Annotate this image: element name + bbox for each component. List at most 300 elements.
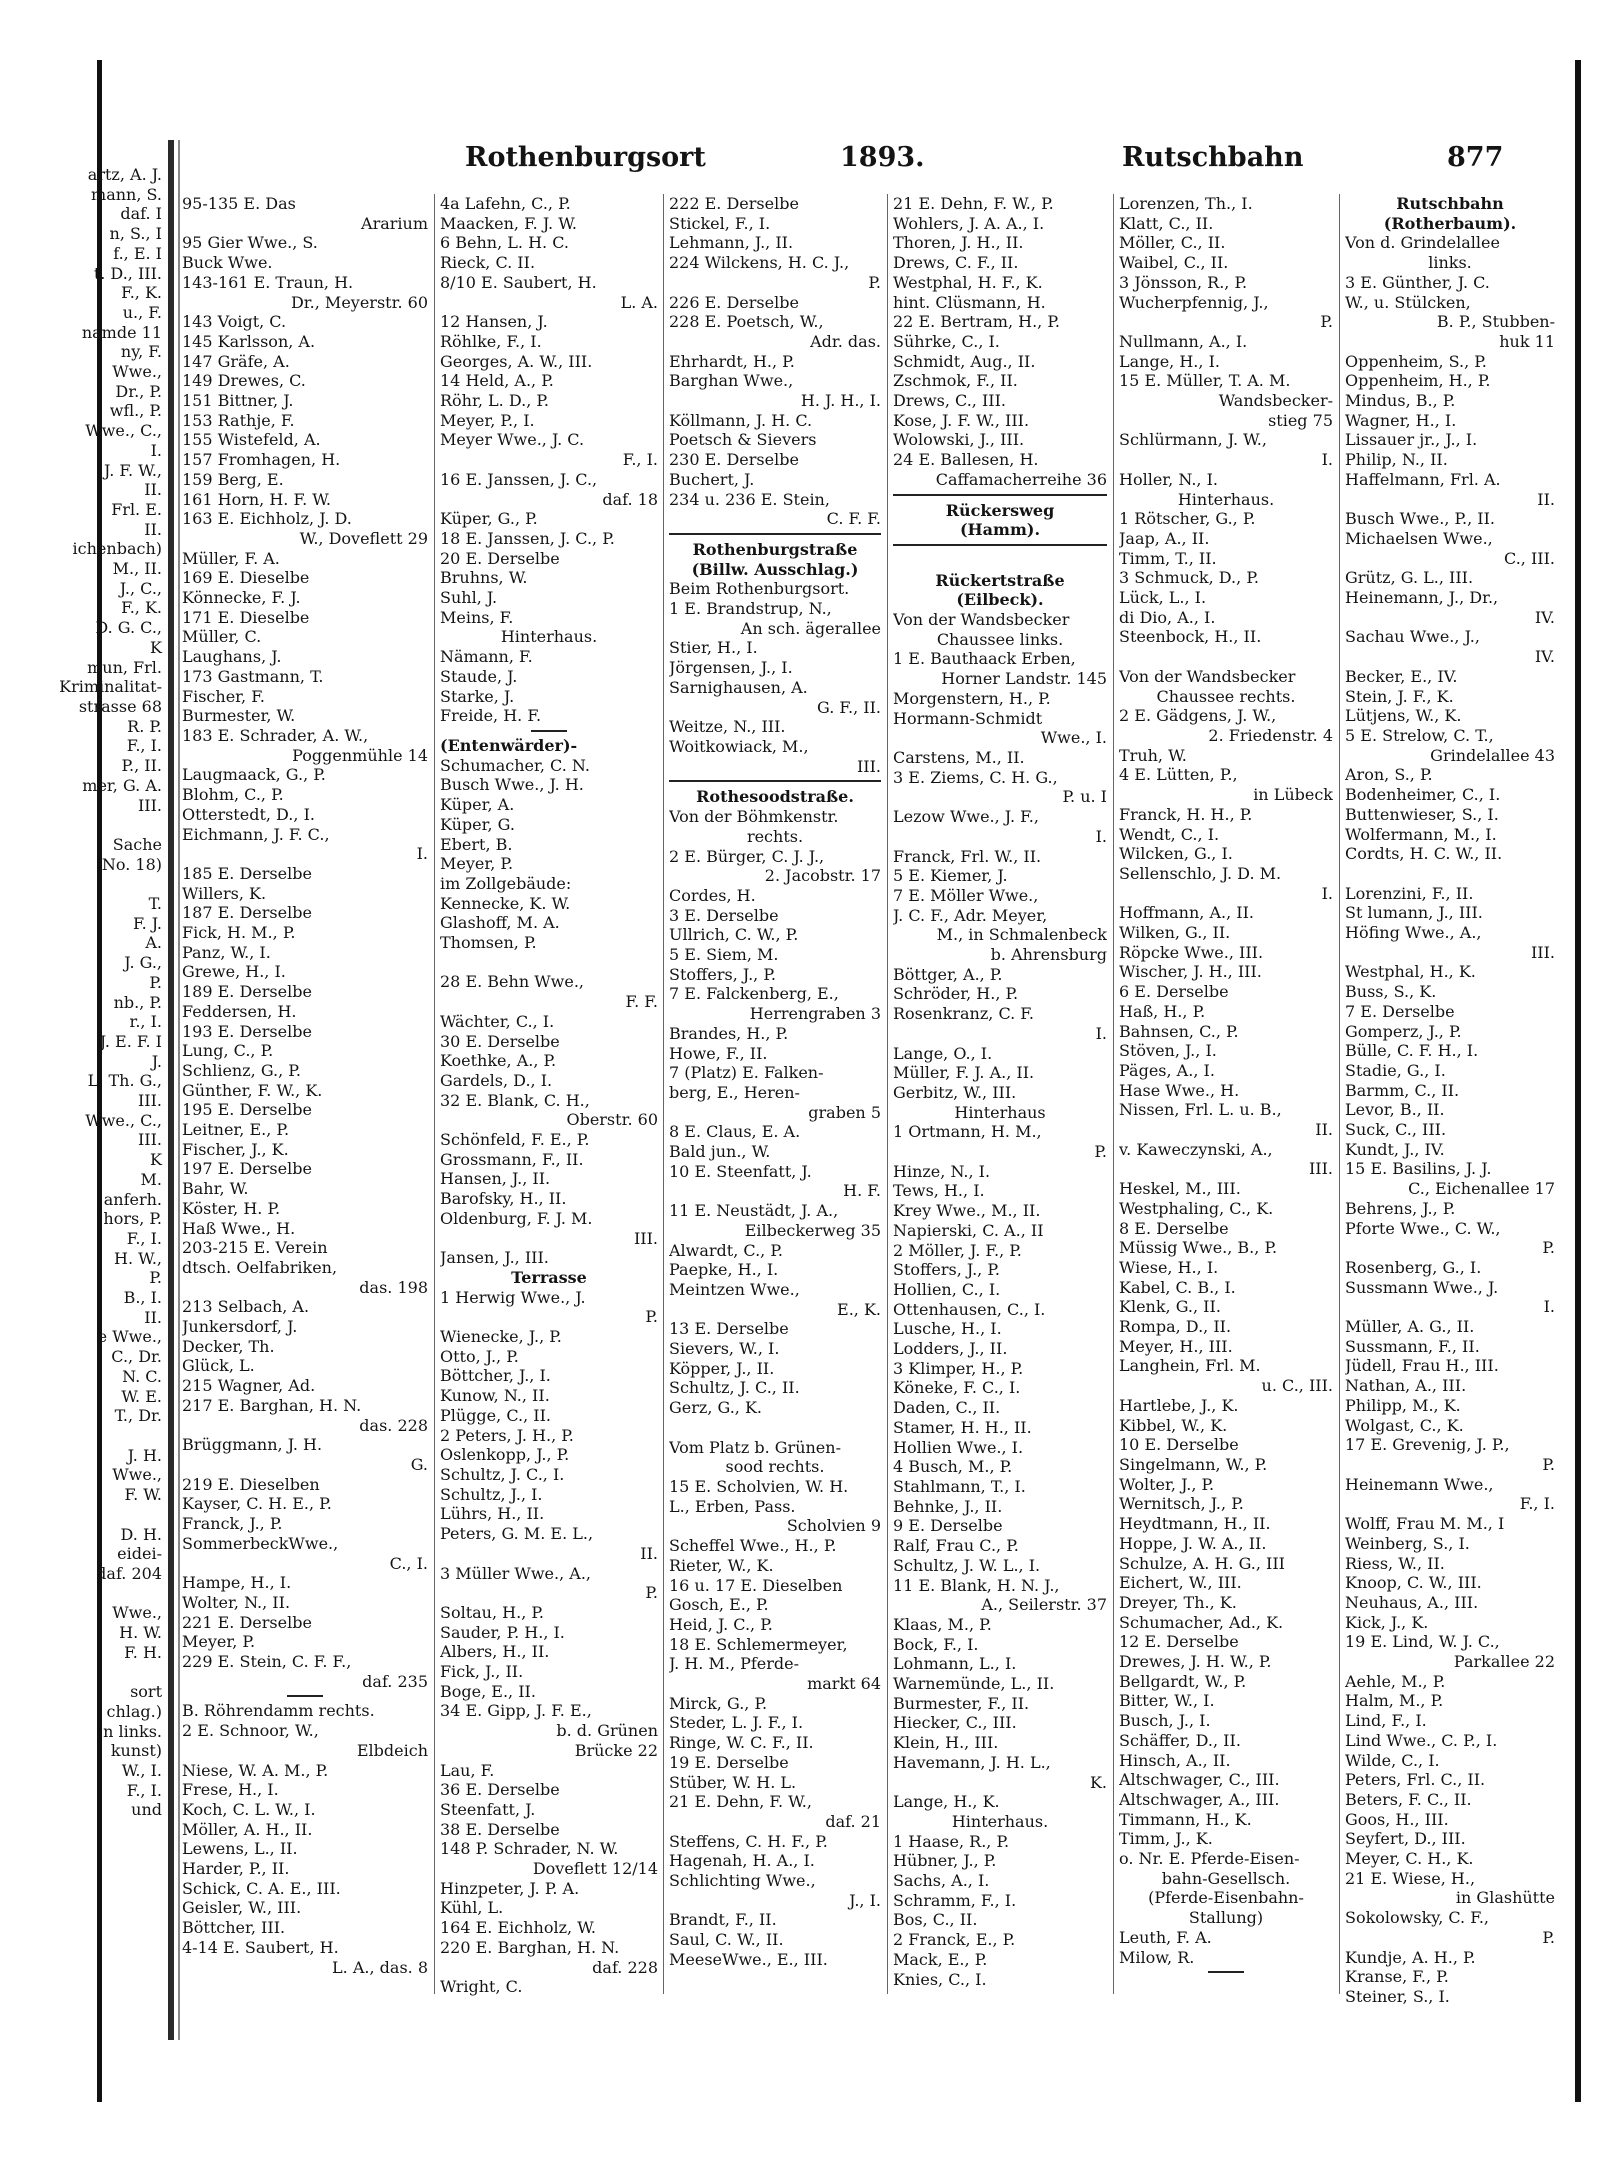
- directory-entry: Ehrhardt, H., P.: [669, 351, 795, 371]
- street-heading: (Eilbeck).: [956, 590, 1044, 610]
- directory-entry: Parkallee 22: [1453, 1652, 1555, 1672]
- prev-page-fragment: [0, 874, 166, 894]
- directory-entry: Peters, G. M. E. L.,: [440, 1524, 594, 1544]
- directory-entry: II.: [1537, 489, 1555, 509]
- directory-entry: 5 E. Siem, M.: [669, 945, 779, 965]
- directory-entry: Jörgensen, J., I.: [669, 658, 793, 678]
- prev-page-fragment: K: [150, 1150, 162, 1170]
- directory-entry: Höfing Wwe., A.,: [1345, 923, 1482, 943]
- directory-entry: 15 E. Scholvien, W. H.: [669, 1477, 849, 1496]
- directory-entry: Poetsch & Sievers: [669, 430, 817, 450]
- directory-entry: B. Röhrendamm rechts.: [182, 1701, 375, 1721]
- directory-entry: Müller, C.: [182, 627, 262, 647]
- directory-entry: Klatt, C., II.: [1119, 213, 1214, 233]
- directory-entry: Burmester, F., II.: [893, 1693, 1030, 1713]
- directory-entry: Eichert, W., III.: [1119, 1573, 1242, 1593]
- directory-entry: Junkersdorf, J.: [182, 1317, 298, 1337]
- prev-page-fragment: e Wwe.,: [97, 1327, 162, 1347]
- directory-entry: 1 Rötscher, G., P.: [1119, 509, 1256, 529]
- section-rule: [669, 780, 881, 782]
- directory-entry: 24 E. Ballesen, H.: [893, 450, 1039, 470]
- prev-page-fragment: Wwe.,: [112, 362, 162, 382]
- directory-entry: Steiner, S., I.: [1345, 1986, 1450, 2006]
- prev-page-fragment: anferh.: [103, 1189, 162, 1209]
- prev-page-fragment: T., Dr.: [114, 1406, 162, 1426]
- directory-entry: Alwardt, C., P.: [669, 1240, 783, 1260]
- directory-entry: K.: [1089, 1772, 1107, 1792]
- directory-entry: Grindelallee 43: [1430, 745, 1555, 765]
- directory-entry: Lange, H., I.: [1119, 351, 1220, 371]
- prev-page-fragment: kunst): [110, 1741, 162, 1761]
- directory-entry: Wolter, J., P.: [1119, 1474, 1215, 1494]
- prev-page-fragment: III.: [137, 795, 162, 815]
- prev-page-fragment: F., I.: [126, 736, 162, 756]
- directory-entry: Haß, H., P.: [1119, 1001, 1206, 1021]
- directory-entry: Beters, F. C., II.: [1345, 1789, 1472, 1809]
- directory-entry: Wandsbecker-: [1218, 391, 1333, 411]
- directory-entry: Stadie, G., I.: [1345, 1060, 1446, 1080]
- column-3: [669, 194, 881, 2054]
- directory-entry: J. H. M., Pferde-: [669, 1654, 800, 1674]
- directory-entry: 163 E. Eichholz, J. D.: [182, 509, 352, 529]
- prev-page-fragment: C., Dr.: [111, 1347, 162, 1367]
- directory-entry: Oppenheim, S., P.: [1345, 351, 1487, 371]
- directory-entry: 5 E. Strelow, C. T.,: [1345, 725, 1494, 745]
- directory-entry: 4-14 E. Saubert, H.: [182, 1937, 339, 1957]
- directory-entry: Lusche, H., I.: [893, 1319, 1002, 1339]
- directory-entry: Vom Platz b. Grünen-: [669, 1437, 841, 1457]
- directory-entry: 215 Wagner, Ad.: [182, 1376, 316, 1396]
- directory-entry: Hübner, J., P.: [893, 1851, 997, 1871]
- directory-entry: 3 Müller Wwe., A.,: [440, 1563, 591, 1583]
- directory-entry: das. 228: [359, 1415, 428, 1435]
- directory-entry: Ralf, Frau C., P.: [893, 1536, 1019, 1556]
- directory-entry: 219 E. Dieselben: [182, 1474, 320, 1494]
- directory-entry: 20 E. Derselbe: [440, 548, 560, 568]
- prev-page-fragment: daf. I: [120, 204, 162, 224]
- column-6: [1345, 194, 1555, 2054]
- directory-entry: 1 Herwig Wwe., J.: [440, 1287, 586, 1307]
- directory-entry: Bruhns, W.: [440, 568, 528, 588]
- directory-entry: Meyer Wwe., J. C.: [440, 430, 585, 450]
- directory-entry: Röhlke, F., I.: [440, 331, 542, 351]
- directory-entry: St lumann, J., III.: [1345, 903, 1483, 923]
- directory-entry: Bitter, W., I.: [1119, 1691, 1215, 1711]
- directory-entry: Lodders, J., II.: [893, 1339, 1008, 1359]
- prev-page-fragment: I.: [150, 440, 162, 460]
- directory-entry: Zschmok, F., II.: [893, 371, 1018, 391]
- directory-entry: 4a Lafehn, C., P.: [440, 194, 571, 213]
- directory-entry: E., K.: [837, 1299, 881, 1319]
- directory-entry: di Dio, A., I.: [1119, 607, 1216, 627]
- directory-entry: Busch Wwe., J. H.: [440, 775, 584, 795]
- directory-entry: 187 E. Derselbe: [182, 903, 312, 923]
- prev-page-fragment: n, S., I: [109, 224, 162, 244]
- directory-entry: P.: [1542, 1455, 1555, 1474]
- directory-entry: C., III.: [1504, 548, 1555, 568]
- directory-entry: Stüber, W. H. L.: [669, 1772, 797, 1792]
- directory-entry: 2 E. Gädgens, J. W.,: [1119, 706, 1277, 726]
- directory-entry: Rompa, D., II.: [1119, 1317, 1232, 1337]
- directory-entry: in Lübeck: [1253, 785, 1333, 805]
- directory-entry: 10 E. Steenfatt, J.: [669, 1161, 812, 1181]
- directory-entry: Wright, C.: [440, 1977, 523, 1997]
- directory-entry: daf. 18: [602, 489, 658, 509]
- directory-entry: b. d. Grünen: [556, 1721, 658, 1741]
- directory-entry: 21 E. Dehn, F. W.,: [669, 1792, 812, 1812]
- directory-entry: Barmm, C., II.: [1345, 1080, 1460, 1100]
- directory-entry: Hinterhaus.: [951, 1811, 1049, 1831]
- directory-entry: Decker, Th.: [182, 1336, 275, 1356]
- directory-entry: Nullmann, A., I.: [1119, 331, 1248, 351]
- directory-entry: SommerbeckWwe.,: [182, 1533, 339, 1553]
- directory-entry: Jansen, J., III.: [440, 1248, 549, 1268]
- directory-entry: Ottenhausen, C., I.: [893, 1299, 1046, 1319]
- directory-entry: 11 E. Neustädt, J. A.,: [669, 1201, 839, 1221]
- directory-entry: Hinzpeter, J. P. A.: [440, 1878, 580, 1898]
- directory-entry: I.: [416, 844, 428, 864]
- directory-entry: 7 E. Möller Wwe.,: [893, 885, 1039, 905]
- directory-entry: Küper, A.: [440, 795, 515, 815]
- directory-entry: Buttenwieser, S., I.: [1345, 804, 1499, 824]
- directory-entry: Horner Landstr. 145: [941, 669, 1107, 689]
- prev-page-fragment: u., F.: [122, 302, 162, 322]
- directory-entry: Timmann, H., K.: [1119, 1809, 1252, 1829]
- directory-entry: Von der Wandsbecker: [1119, 666, 1296, 686]
- directory-entry: daf. 21: [825, 1811, 881, 1831]
- directory-entry: in Glashütte: [1455, 1888, 1555, 1908]
- short-rule: [531, 730, 567, 732]
- directory-entry: Kundje, A. H., P.: [1345, 1947, 1476, 1967]
- directory-entry: 230 E. Derselbe: [669, 450, 799, 470]
- directory-entry: Wolowski, J., III.: [893, 430, 1025, 450]
- directory-entry: III.: [1530, 942, 1555, 962]
- directory-entry: 36 E. Derselbe: [440, 1780, 560, 1800]
- directory-entry: Lange, O., I.: [893, 1043, 993, 1063]
- directory-entry: Schäffer, D., II.: [1119, 1730, 1241, 1750]
- directory-entry: Schröder, H., P.: [893, 984, 1019, 1004]
- directory-entry: Westphaling, C., K.: [1119, 1198, 1274, 1218]
- directory-entry: Daden, C., II.: [893, 1398, 1001, 1418]
- prev-page-fragment: sort: [130, 1682, 162, 1702]
- directory-entry: Laugmaack, G., P.: [182, 765, 326, 785]
- prev-page-fragment: ny, F.: [120, 342, 162, 362]
- prev-page-fragment: F. W.: [124, 1485, 162, 1505]
- directory-entry: Lung, C., P.: [182, 1041, 274, 1061]
- directory-entry: Hollien, C., I.: [893, 1279, 1001, 1299]
- directory-entry: Blohm, C., P.: [182, 785, 284, 805]
- directory-entry: Timm, T., II.: [1119, 548, 1217, 568]
- directory-entry: rechts.: [746, 826, 804, 846]
- directory-entry: Meyer, P.: [440, 854, 514, 874]
- directory-entry: das. 198: [359, 1277, 428, 1297]
- directory-entry: Kayser, C. H. E., P.: [182, 1494, 332, 1514]
- directory-entry: 3 Schmuck, D., P.: [1119, 568, 1259, 588]
- page-gutter-line: [178, 140, 180, 2040]
- prev-page-fragment: R. P.: [127, 716, 162, 736]
- directory-entry: Leitner, E., P.: [182, 1120, 290, 1140]
- directory-entry: Heydtmann, H., II.: [1119, 1514, 1271, 1534]
- directory-entry: Altschwager, C., III.: [1119, 1770, 1280, 1790]
- directory-entry: [893, 551, 1107, 571]
- directory-entry: 7 (Platz) E. Falken-: [669, 1063, 824, 1083]
- directory-entry: Aron, S., P.: [1345, 765, 1433, 785]
- directory-entry: 220 E. Barghan, H. N.: [440, 1937, 620, 1957]
- directory-entry: 3 E. Günther, J. C.: [1345, 272, 1490, 292]
- directory-entry: Böttger, A., P.: [893, 964, 1003, 984]
- prev-page-fragment: II.: [144, 519, 162, 539]
- directory-entry: 19 E. Derselbe: [669, 1752, 789, 1772]
- directory-entry: Wilken, G., II.: [1119, 923, 1231, 943]
- prev-page-fragment: chlag.): [106, 1701, 162, 1721]
- directory-entry: Halm, M., P.: [1345, 1691, 1444, 1711]
- directory-entry: sood rechts.: [725, 1457, 825, 1477]
- prev-page-fragment: N. C.: [122, 1366, 162, 1386]
- directory-entry: 161 Horn, H. F. W.: [182, 489, 331, 509]
- directory-entry: 3 E. Derselbe: [669, 905, 779, 925]
- directory-entry: Oberstr. 60: [566, 1110, 658, 1130]
- directory-entry: Möller, C., II.: [1119, 233, 1226, 253]
- directory-entry: Kranse, F., P.: [1345, 1967, 1449, 1987]
- directory-entry: Kibbel, W., K.: [1119, 1415, 1228, 1435]
- column-divider: [663, 194, 664, 1994]
- directory-entry: 169 E. Dieselbe: [182, 568, 310, 588]
- directory-entry: Fick, J., II.: [440, 1662, 524, 1682]
- directory-entry: B. P., Stubben-: [1436, 312, 1555, 332]
- directory-entry: Bülle, C. F. H., I.: [1345, 1041, 1479, 1061]
- directory-entry: Möller, A. H., II.: [182, 1819, 313, 1839]
- directory-entry: Dr., Meyerstr. 60: [290, 292, 428, 312]
- directory-entry: 12 Hansen, J.: [440, 312, 548, 332]
- prev-page-fragment: strasse 68: [78, 696, 162, 716]
- directory-entry: 2. Friedenstr. 4: [1208, 725, 1333, 745]
- directory-entry: J., I.: [849, 1890, 881, 1910]
- directory-entry: hint. Clüsmann, H.: [893, 292, 1046, 312]
- directory-entry: Ararium: [361, 213, 428, 233]
- directory-entry: Busch Wwe., P., II.: [1345, 509, 1495, 529]
- prev-page-fragment: f., E. I: [113, 243, 162, 263]
- prev-page-fragment: r., I.: [129, 1012, 162, 1032]
- directory-entry: Geisler, W., III.: [182, 1898, 302, 1918]
- directory-entry: Gerbitz, W., III.: [893, 1082, 1017, 1102]
- directory-entry: Wucherpfennig, J.,: [1119, 292, 1269, 312]
- directory-entry: 34 E. Gipp, J. F. E.,: [440, 1701, 592, 1721]
- directory-entry: 16 E. Janssen, J. C.,: [440, 469, 598, 489]
- directory-entry: Hormann-Schmidt: [893, 708, 1043, 728]
- directory-entry: [1119, 647, 1333, 667]
- directory-entry: Rosenberg, G., I.: [1345, 1257, 1482, 1277]
- directory-entry: Lissauer jr., J., I.: [1345, 430, 1478, 450]
- directory-entry: Köllmann, J. H. C.: [669, 410, 813, 430]
- directory-entry: 15 E. Müller, T. A. M.: [1119, 371, 1291, 391]
- directory-entry: Röhr, L. D., P.: [440, 391, 549, 411]
- prev-page-fragment: No. 18): [101, 854, 162, 874]
- prev-page-fragment: J. F. W.,: [104, 460, 162, 480]
- prev-page-fragment: M., II.: [112, 559, 162, 579]
- directory-entry: F., I.: [622, 450, 658, 470]
- prev-page-fragment: M.: [140, 1169, 162, 1189]
- column-divider: [887, 194, 888, 1994]
- directory-entry: Ebert, B.: [440, 834, 513, 854]
- directory-entry: I.: [1543, 1297, 1555, 1317]
- directory-entry: Steenfatt, J.: [440, 1799, 536, 1819]
- directory-entry: [440, 953, 658, 973]
- directory-entry: C. F. F.: [826, 509, 881, 529]
- directory-entry: 14 Held, A., P.: [440, 371, 554, 391]
- directory-entry: I.: [1095, 826, 1107, 846]
- directory-entry: Willers, K.: [182, 883, 267, 903]
- directory-entry: P.: [1094, 1142, 1107, 1162]
- directory-entry: Kick, J., K.: [1345, 1612, 1429, 1632]
- prev-page-fragment: F., I.: [126, 1780, 162, 1800]
- directory-entry: 95-135 E. Das: [182, 194, 296, 213]
- directory-entry: 145 Karlsson, A.: [182, 331, 316, 351]
- directory-entry: Wilcken, G., I.: [1119, 844, 1233, 864]
- directory-entry: 4 Busch, M., P.: [893, 1457, 1013, 1477]
- directory-entry: Wolfermann, M., I.: [1345, 824, 1497, 844]
- directory-entry: II.: [1315, 1120, 1333, 1140]
- directory-entry: Busch, J., I.: [1119, 1711, 1211, 1731]
- directory-entry: Staude, J.: [440, 666, 518, 686]
- prev-page-fragment: L. Th. G.,: [87, 1071, 162, 1091]
- prev-page-fragment: Frl. E.: [111, 499, 162, 519]
- directory-entry: III.: [856, 756, 881, 776]
- directory-entry: Grewe, H., I.: [182, 962, 286, 982]
- directory-entry: 147 Gräfe, A.: [182, 351, 290, 371]
- directory-entry: huk 11: [1499, 331, 1555, 351]
- prev-page-fragment: F. J.: [132, 913, 162, 933]
- directory-entry: Paepke, H., I.: [669, 1260, 779, 1280]
- directory-entry: 1 E. Bauthaack Erben,: [893, 649, 1076, 669]
- directory-entry: L., Erben, Pass.: [669, 1496, 796, 1516]
- directory-entry: 149 Drewes, C.: [182, 371, 306, 391]
- directory-entry: Brandt, F., II.: [669, 1910, 777, 1930]
- directory-entry: Behrens, J., P.: [1345, 1198, 1456, 1218]
- directory-entry: 8 E. Derselbe: [1119, 1218, 1229, 1238]
- directory-entry: Brandes, H., P.: [669, 1023, 789, 1043]
- directory-entry: 16 u. 17 E. Dieselben: [669, 1575, 843, 1595]
- directory-entry: 15 E. Basilins, J. J.: [1345, 1159, 1492, 1179]
- prev-page-fragment: F. H.: [124, 1642, 162, 1662]
- directory-entry: Sauder, P. H., I.: [440, 1622, 565, 1642]
- directory-entry: 197 E. Derselbe: [182, 1159, 312, 1179]
- directory-entry: Bodenheimer, C., I.: [1345, 785, 1501, 805]
- street-heading: (Entenwärder)-: [440, 735, 578, 755]
- directory-entry: W., u. Stülcken,: [1345, 292, 1471, 312]
- directory-entry: Bellgardt, W., P.: [1119, 1671, 1247, 1691]
- prev-page-fragment: daf. 204: [96, 1563, 162, 1583]
- page-gutter: [168, 140, 174, 2040]
- directory-entry: Maacken, F. J. W.: [440, 213, 577, 233]
- left-running-title: Rothenburgsort: [465, 142, 706, 173]
- prev-page-fragment: Sache: [112, 834, 162, 854]
- prev-page-fragment: II.: [144, 1307, 162, 1327]
- directory-entry: Philip, N., II.: [1345, 450, 1448, 470]
- prev-page-fragment: Wwe.,: [112, 1465, 162, 1485]
- directory-entry: Truh, W.: [1119, 745, 1187, 765]
- directory-entry: Kennecke, K. W.: [440, 893, 571, 913]
- directory-entry: Fick, H. M., P.: [182, 923, 296, 943]
- directory-entry: A., Seilerstr. 37: [981, 1595, 1107, 1615]
- directory-entry: Buchert, J.: [669, 469, 755, 489]
- prev-page-fragment: W. E.: [121, 1386, 162, 1406]
- directory-entry: Gosch, E., P.: [669, 1595, 769, 1615]
- directory-entry: 2 Franck, E., P.: [893, 1930, 1016, 1950]
- directory-entry: 4 E. Lütten, P.,: [1119, 765, 1238, 785]
- directory-entry: Steder, L. J. F., I.: [669, 1713, 804, 1733]
- directory-entry: Wienecke, J., P.: [440, 1327, 562, 1347]
- directory-entry: Stahlmann, T., I.: [893, 1477, 1026, 1496]
- directory-entry: Lehmann, J., II.: [669, 233, 794, 253]
- section-rule: [893, 544, 1107, 546]
- directory-entry: Georges, A. W., III.: [440, 351, 593, 371]
- directory-entry: 203-215 E. Verein: [182, 1238, 328, 1258]
- directory-entry: Peters, Frl. C., II.: [1345, 1770, 1486, 1790]
- directory-entry: H. J. H., I.: [800, 391, 881, 411]
- directory-entry: 12 E. Derselbe: [1119, 1632, 1239, 1652]
- directory-entry: 1 Haase, R., P.: [893, 1831, 1010, 1851]
- directory-entry: Koethke, A., P.: [440, 1051, 557, 1071]
- directory-entry: C., Eichenallee 17: [1408, 1179, 1555, 1199]
- prev-page-fragment: H. W.,: [114, 1248, 162, 1268]
- street-heading: Rückersweg: [945, 500, 1055, 520]
- directory-entry: 7 E. Falckenberg, E.,: [669, 984, 839, 1004]
- directory-entry: 226 E. Derselbe: [669, 292, 799, 312]
- directory-entry: L. A., das. 8: [332, 1957, 428, 1977]
- prev-page-fragment: F., I.: [126, 1228, 162, 1248]
- directory-entry: 3 Klimper, H., P.: [893, 1358, 1024, 1378]
- directory-entry: I.: [1321, 883, 1333, 903]
- directory-entry: Päges, A., I.: [1119, 1060, 1215, 1080]
- directory-entry: daf. 235: [362, 1671, 428, 1691]
- directory-entry: 17 E. Grevenig, J. P.,: [1345, 1435, 1510, 1455]
- directory-entry: Mirck, G., P.: [669, 1693, 768, 1713]
- directory-entry: P.: [1320, 312, 1333, 332]
- short-rule: [1208, 1971, 1244, 1973]
- directory-entry: Von d. Grindelallee: [1345, 233, 1500, 253]
- directory-entry: Müller, A. G., II.: [1345, 1317, 1475, 1337]
- directory-entry: P.: [645, 1307, 658, 1327]
- directory-entry: Wohlers, J. A. A., I.: [893, 213, 1045, 233]
- directory-entry: Von der Böhmkenstr.: [669, 807, 839, 827]
- directory-entry: Meyer, C. H., K.: [1345, 1849, 1474, 1869]
- directory-entry: Nathan, A., III.: [1345, 1376, 1467, 1396]
- directory-entry: 3 E. Ziems, C. H. G.,: [893, 767, 1058, 787]
- directory-entry: Drews, C., III.: [893, 391, 1006, 411]
- directory-entry: stieg 75: [1268, 410, 1333, 430]
- directory-entry: W., Doveflett 29: [299, 528, 428, 548]
- directory-entry: 30 E. Derselbe: [440, 1031, 560, 1051]
- directory-entry: Cordts, H. C. W., II.: [1345, 844, 1503, 864]
- directory-entry: Rieck, C. II.: [440, 253, 536, 273]
- directory-entry: Müller, F. J. A., II.: [893, 1063, 1035, 1083]
- directory-entry: Sussmann Wwe., J.: [1345, 1277, 1499, 1297]
- directory-entry: Schultz, J., I.: [440, 1484, 543, 1504]
- directory-entry: 32 E. Blank, C. H.,: [440, 1090, 590, 1110]
- directory-entry: Holler, N., I.: [1119, 469, 1218, 489]
- directory-entry: Von der Wandsbecker: [893, 610, 1070, 630]
- directory-entry: Starke, J.: [440, 686, 515, 706]
- directory-entry: An sch. ägerallee: [740, 618, 881, 638]
- directory-entry: 18 E. Schlemermeyer,: [669, 1634, 848, 1654]
- directory-entry: links.: [1428, 253, 1472, 273]
- directory-entry: Niese, W. A. M., P.: [182, 1760, 329, 1780]
- directory-entry: Steenbock, H., II.: [1119, 627, 1262, 647]
- directory-entry: dtsch. Oelfabriken,: [182, 1257, 338, 1277]
- directory-entry: Thomsen, P.: [440, 933, 537, 953]
- directory-entry: Michaelsen Wwe.,: [1345, 528, 1493, 548]
- directory-entry: 3 Jönsson, R., P.: [1119, 272, 1248, 292]
